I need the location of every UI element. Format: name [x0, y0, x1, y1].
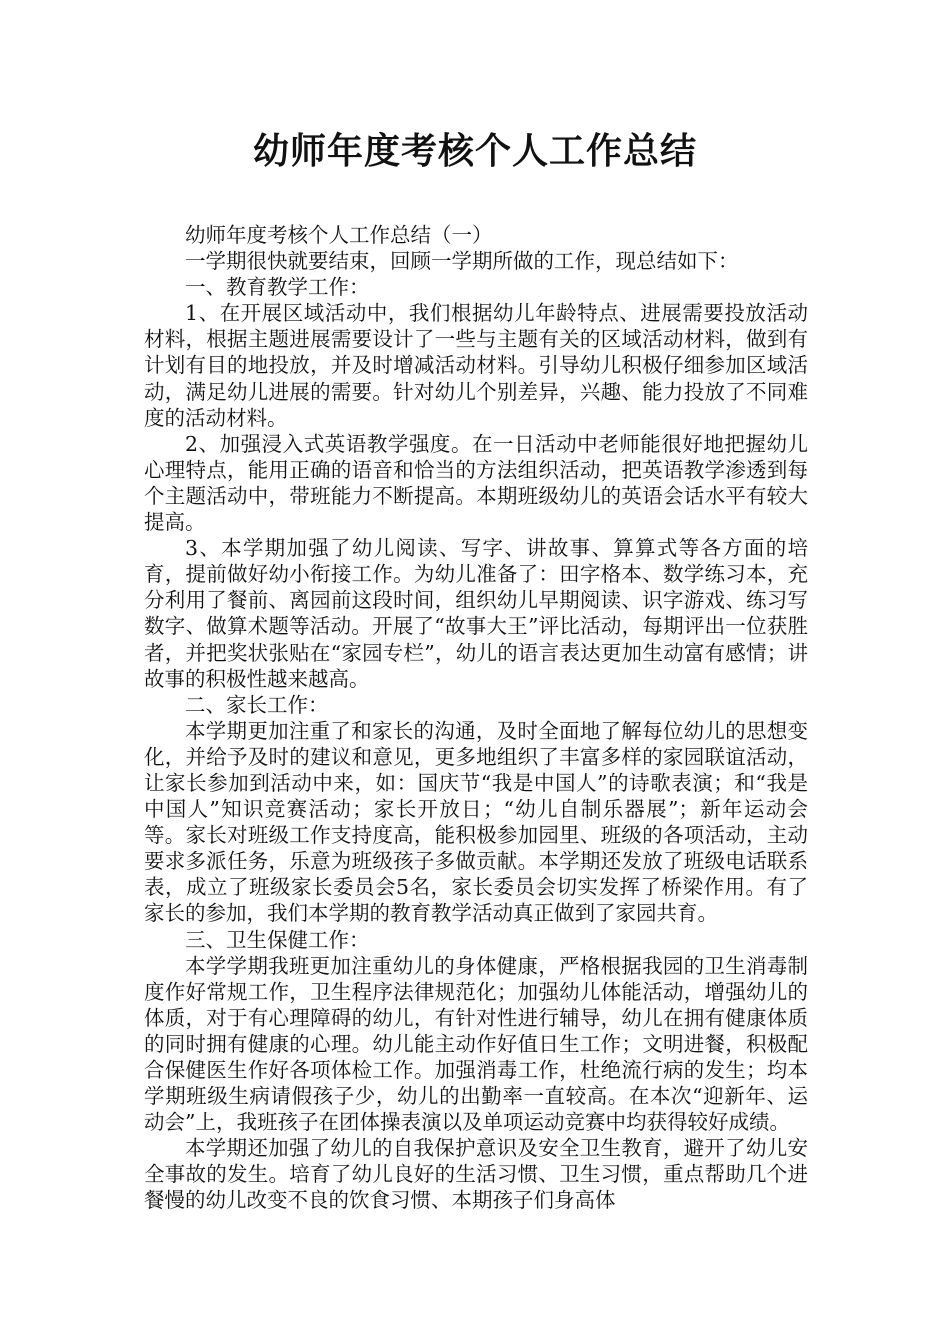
- section-heading-teaching: 一、教育教学工作：: [185, 275, 370, 300]
- section-heading-parents: 二、家长工作：: [185, 692, 329, 717]
- paragraph-teaching-2: 2、加强浸入式英语教学强度。在一日活动中老师能很好地把握幼儿心理特点，能用正确的语音和恰当的方法组织活动，把英语教学渗透到每个主题活动中，带班能力不断提高。本期班级幼儿的英语会话水平有较大提高。: [144, 431, 808, 535]
- paragraph-health-2: 本学期还加强了幼儿的自我保护意识及安全卫生教育，避开了幼儿安全事故的发生。培育了幼儿良好的生活习惯、卫生习惯，重点帮助几个进餐慢的幼儿改变不良的饮食习惯、本期孩子们身高体: [144, 1136, 808, 1213]
- intro-paragraph: 一学期很快就要结束，回顾一学期所做的工作，现总结如下：: [185, 249, 739, 274]
- document-body: [144, 222, 808, 1214]
- paragraph-health-1: 本学学期我班更加注重幼儿的身体健康，严格根据我园的卫生消毒制度作好常规工作，卫生程序法律规范化；加强幼儿体能活动，增强幼儿的体质，对于有心理障碍的幼儿，有针对性进行辅导，幼儿在拥有健康体质的同时拥有健康的心理。幼儿能主动作好值日生工作；文明进餐，积极配合保健医生作好各项体检工作。加强消毒工作，杜绝流行病的发生；均本学期班级生病请假孩子少，幼儿的出勤率一直较高。在本次“迎新年、运动会”上，我班孩子在团体操表演以及单项运动竞赛中均获得较好成绩。: [144, 953, 808, 1135]
- paragraph-parents: 本学期更加注重了和家长的沟通，及时全面地了解每位幼儿的思想变化，并给予及时的建议和意见，更多地组织了丰富多样的家园联谊活动，让家长参加到活动中来，如：国庆节“我是中国人”的诗歌表演；和“我是中国人”知识竞赛活动；家长开放日；“幼儿自制乐器展”；新年运动会等。家长对班级工作支持度高，能积极参加园里、班级的各项活动，主动要求多派任务，乐意为班级孩子多做贡献。本学期还发放了班级电话联系表，成立了班级家长委员会5名，家长委员会切实发挥了桥梁作用。有了家长的参加，我们本学期的教育教学活动真正做到了家园共育。: [144, 718, 808, 926]
- section-heading-health: 三、卫生保健工作：: [185, 927, 370, 952]
- paragraph-teaching-1: 1、在开展区域活动中，我们根据幼儿年龄特点、进展需要投放活动材料，根据主题进展需要设计了一些与主题有关的区域活动材料，做到有计划有目的地投放，并及时增减活动材料。引导幼儿积极仔细参加区域活动，满足幼儿进展的需要。针对幼儿个别差异，兴趣、能力投放了不同难度的活动材料。: [144, 301, 808, 430]
- subtitle-paragraph: 幼师年度考核个人工作总结（一）: [185, 223, 493, 247]
- document-title: 幼师年度考核个人工作总结: [252, 131, 697, 172]
- paragraph-teaching-3: 3、本学期加强了幼儿阅读、写字、讲故事、算算式等各方面的培育，提前做好幼小衔接工作。为幼儿准备了：田字格本、数学练习本，充分利用了餐前、离园前这段时间，组织幼儿早期阅读、识字游戏、练习写数字、做算术题等活动。开展了“故事大王”评比活动，每期评出一位获胜者，并把奖状张贴在“家园专栏”，幼儿的语言表达更加生动富有感情；讲故事的积极性越来越高。: [144, 536, 808, 691]
